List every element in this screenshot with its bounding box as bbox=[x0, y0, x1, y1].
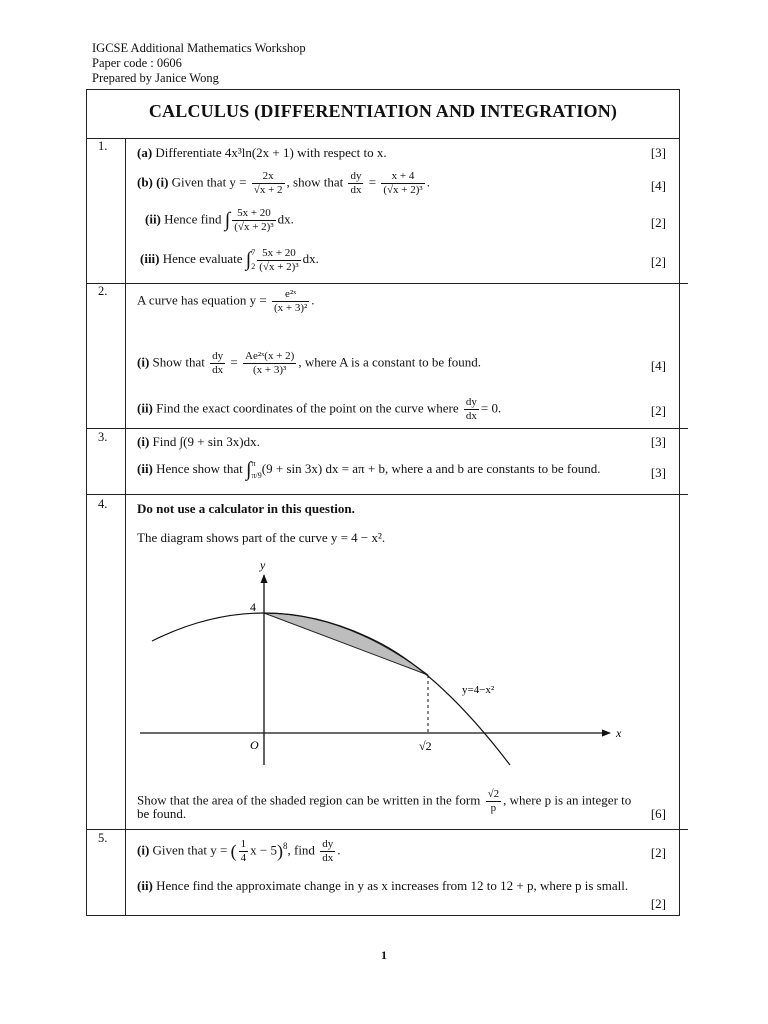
page-title: CALCULUS (DIFFERENTIATION AND INTEGRATION) bbox=[148, 101, 618, 121]
q1bi-mark: [4] bbox=[650, 178, 666, 193]
origin-label: O bbox=[250, 738, 259, 752]
q1bii-mark: [2] bbox=[650, 215, 666, 230]
q1biii-mark: [2] bbox=[650, 254, 666, 269]
upper-limit: 7 bbox=[251, 248, 256, 257]
q5i-prefix: Given that y = bbox=[152, 842, 228, 858]
q1bii-prefix: Hence find bbox=[164, 211, 222, 227]
q4-instruction: Do not use a calculator in this question. bbox=[137, 501, 355, 516]
row-divider bbox=[86, 494, 680, 495]
q2i-fraction: $\frac{\text{Ae²ˣ(x + 2)}}{\text{(x + 3)³}}$ bbox=[245, 350, 295, 376]
question-number: 2. bbox=[98, 284, 108, 298]
q5i-text: (i) Given that y = ( $\frac{1}{4}$ x − 5)$^8$, find $\frac{dy}{dx}$ . bbox=[137, 838, 341, 864]
integral-sign: ∫ bbox=[224, 209, 231, 231]
y-tick-label: 4 bbox=[250, 600, 256, 614]
q1bi-derivative: $\frac{dy}{dx}$ bbox=[350, 170, 362, 196]
q5ii-mark: [2] bbox=[650, 896, 666, 911]
q1bi-text: (b) (i) Given that y = $\frac{2x}{√x + 2}$ , show that $\frac{dy}{dx}$ = $\frac{x + 4}{\text{(√x + 2)³}}$ . bbox=[137, 170, 430, 196]
page-number: 1 bbox=[381, 948, 387, 962]
q1a-text bbox=[137, 145, 387, 161]
q1bi-label: (i) bbox=[156, 174, 169, 190]
q2i-derivative: $\frac{dy}{dx}$ bbox=[212, 350, 224, 376]
header-line-3: Prepared by Janice Wong bbox=[92, 71, 219, 85]
header-line-2: Paper code : 0606 bbox=[92, 56, 182, 70]
question-number: 4. bbox=[98, 497, 108, 511]
q2ii-text bbox=[137, 396, 501, 423]
shaded-region bbox=[264, 613, 428, 675]
q4-question-suffix: , where p is an integer to bbox=[503, 792, 632, 808]
q2i-mark: [4] bbox=[650, 358, 666, 373]
q3ii-prefix: Hence show that bbox=[156, 460, 243, 476]
q2ii-statement: Find the exact coordinates of the point on the curve where bbox=[156, 400, 459, 416]
q1bi-equals: = bbox=[368, 174, 377, 190]
q1bii-fraction: $\frac{5x + 20}{\text{(√x + 2)³}}$ bbox=[234, 207, 274, 233]
q2i-text: (i) Show that $\frac{dy}{dx}$ = $\frac{\text{Ae²ˣ(x + 2)}}{\text{(x + 3)³}}$ , where A is a constant to be found. bbox=[137, 350, 482, 376]
q1a-mark: [3] bbox=[650, 145, 666, 160]
q1a-label: (a) bbox=[137, 145, 153, 160]
q1bii-text bbox=[145, 207, 294, 234]
q4-question-line2: be found. bbox=[137, 806, 187, 821]
q3ii-label: (ii) bbox=[137, 460, 153, 476]
q5i-exponent: 8 bbox=[282, 841, 288, 852]
document-header bbox=[92, 41, 306, 86]
q3i-statement: Find ∫(9 + sin 3x)dx. bbox=[152, 434, 260, 449]
q3ii-mark: [3] bbox=[650, 465, 666, 480]
q2ii-label: (ii) bbox=[137, 400, 153, 416]
q2-curve-fraction: $\frac{\text{e²ˣ}}{\text{(x + 3)²}}$ bbox=[273, 288, 308, 314]
q1bi-result: $\frac{x + 4}{\text{(√x + 2)³}}$ bbox=[383, 170, 423, 196]
row-tick bbox=[680, 428, 688, 429]
q1biii-fraction: $\frac{5x + 20}{\text{(√x + 2)³}}$ bbox=[259, 246, 299, 273]
curve-label: y=4−x² bbox=[462, 684, 495, 696]
q1bii-suffix: dx. bbox=[277, 211, 294, 227]
integral-sign: ∫ bbox=[246, 458, 252, 481]
q2-intro-text: A curve has equation y = bbox=[137, 292, 267, 308]
curve-diagram bbox=[140, 555, 640, 775]
x-tick-label: √2 bbox=[419, 739, 432, 753]
q4-answer-form: $\frac{√2}{p}$ bbox=[487, 788, 500, 814]
q4-mark: [6] bbox=[650, 806, 666, 821]
q5i-label: (i) bbox=[137, 842, 150, 858]
q1biii-label: (iii) bbox=[140, 250, 160, 266]
q3i-text bbox=[137, 434, 260, 450]
header-line-1: IGCSE Additional Mathematics Workshop bbox=[92, 41, 306, 55]
row-tick bbox=[680, 494, 688, 495]
q2ii-mark: [2] bbox=[650, 403, 666, 418]
lower-limit: 2 bbox=[251, 262, 256, 271]
q3ii-statement: (9 + sin 3x) dx = aπ + b, where a and b are constants to be found. bbox=[261, 460, 601, 476]
row-divider bbox=[86, 138, 680, 139]
q4-intro: The diagram shows part of the curve y = 4 − x². bbox=[137, 530, 386, 545]
q5ii-text bbox=[137, 878, 628, 894]
q1a-statement: Differentiate 4x³ln(2x + 1) with respect to x. bbox=[155, 145, 387, 160]
integral-sign: ∫ bbox=[245, 248, 252, 271]
q5i-mark: [2] bbox=[650, 845, 666, 860]
q3i-mark: [3] bbox=[650, 434, 666, 449]
q1bi-fraction: $\frac{2x}{√x + 2}$ bbox=[253, 170, 283, 196]
question-number: 1. bbox=[98, 139, 108, 153]
upper-limit: π bbox=[251, 459, 256, 468]
q2ii-derivative: $\frac{dy}{dx}$ bbox=[465, 396, 477, 422]
q4-question bbox=[137, 788, 631, 815]
q5ii-statement: Hence find the approximate change in y as x increases from 12 to 12 + p, where p is small. bbox=[156, 878, 629, 893]
y-axis-label: y bbox=[260, 558, 266, 572]
row-divider bbox=[86, 428, 680, 429]
q3i-label: (i) bbox=[137, 434, 150, 449]
q2i-prefix: Show that bbox=[152, 354, 205, 370]
question-number: 3. bbox=[98, 430, 108, 444]
q1bi-mid: , show that bbox=[286, 174, 344, 190]
row-tick bbox=[680, 829, 688, 830]
q5i-mid: x − 5 bbox=[250, 842, 277, 858]
question-number: 5. bbox=[98, 831, 108, 845]
q2i-label: (i) bbox=[137, 354, 150, 370]
x-axis-label: x bbox=[616, 726, 622, 740]
lower-limit: π/9 bbox=[251, 471, 262, 480]
q1biii-text bbox=[140, 246, 319, 274]
q1biii-prefix: Hence evaluate bbox=[162, 250, 243, 266]
number-column-divider bbox=[125, 138, 126, 916]
q2-intro: A curve has equation y = $\frac{\text{e²ˣ}}{\text{(x + 3)²}}$ . bbox=[137, 288, 315, 314]
q2i-suffix: , where A is a constant to be found. bbox=[298, 354, 482, 370]
q5i-fraction: $\frac{1}{4}$ bbox=[240, 838, 247, 864]
q1b-label: (b) bbox=[137, 174, 153, 190]
q1biii-suffix: dx. bbox=[302, 250, 319, 266]
q5i-derivative: $\frac{dy}{dx}$ bbox=[322, 838, 334, 864]
row-divider bbox=[86, 829, 680, 830]
q5ii-label: (ii) bbox=[137, 878, 153, 893]
row-divider bbox=[86, 283, 680, 284]
q1bii-label: (ii) bbox=[145, 211, 161, 227]
q1bi-prefix: Given that y = bbox=[171, 174, 247, 190]
q2ii-suffix: = 0. bbox=[480, 400, 502, 416]
q3ii-text bbox=[137, 458, 600, 482]
row-tick bbox=[680, 283, 688, 284]
q5i-suffix: , find bbox=[287, 842, 315, 858]
q4-question-prefix: Show that the area of the shaded region can be written in the form bbox=[137, 792, 481, 808]
